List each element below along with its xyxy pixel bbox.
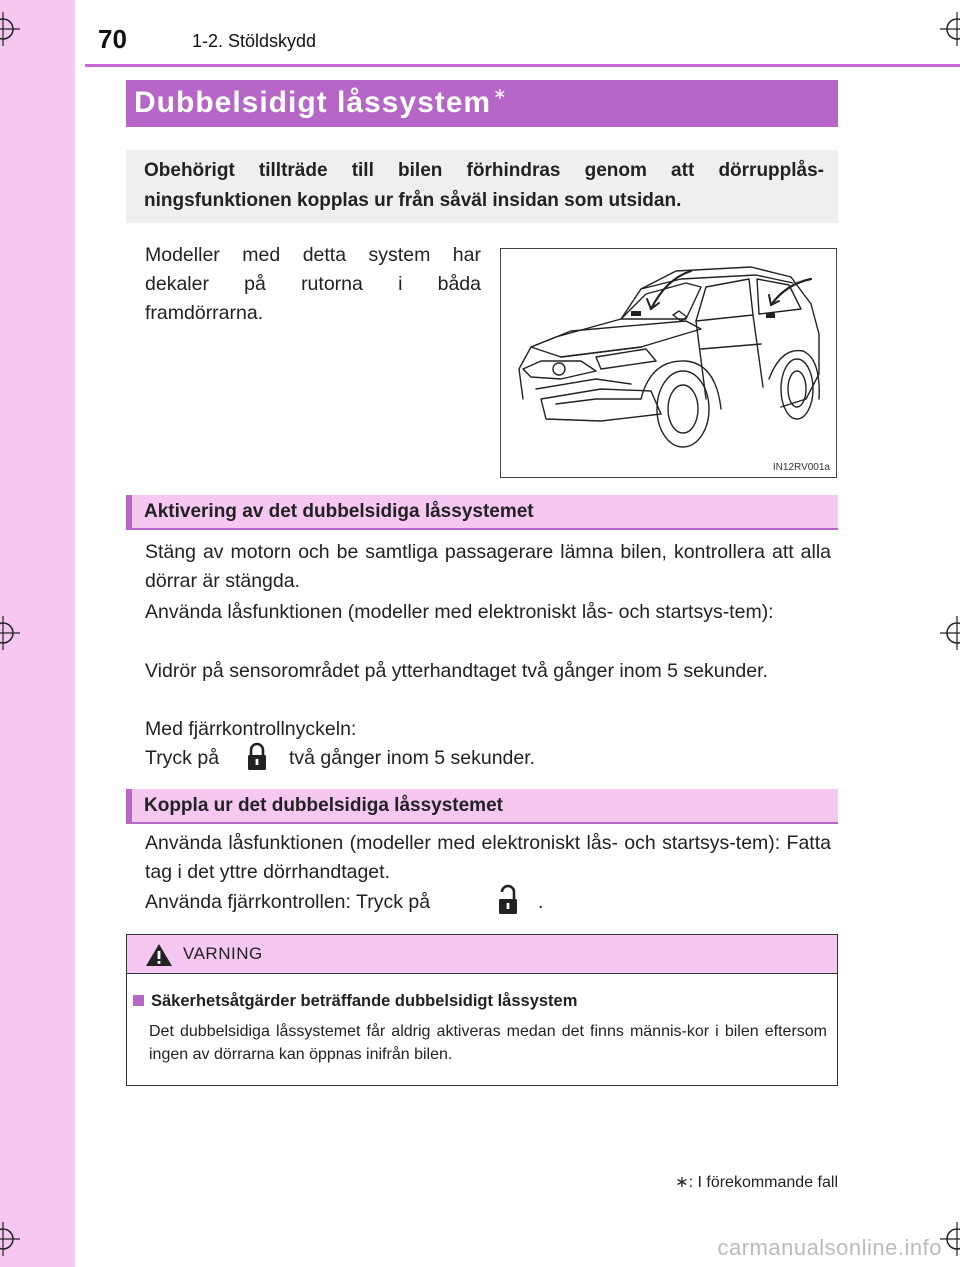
warning-header — [127, 935, 837, 974]
deactivate-line-1: Använda låsfunktionen (modeller med elektroniskt lås- och startsys-tem): Fatta tag i det yttre dörrhandtaget. — [145, 832, 831, 883]
page-number: 70 — [98, 24, 127, 54]
section-title-text: Dubbelsidigt låssystem — [134, 86, 492, 119]
header-rule — [85, 64, 960, 67]
section-heading-activate — [126, 495, 838, 528]
section-title — [134, 86, 508, 120]
warning-box — [126, 934, 838, 1086]
warning-heading-text: Säkerhetsåtgärder beträffande dubbelsidigt låssystem — [151, 992, 578, 1010]
car-drawing — [501, 249, 836, 477]
warning-body: Det dubbelsidiga låssystemet får aldrig aktiveras medan det finns männis-kor i bilen eftersom ingen av dörrarna kan öppnas inifrån bilen. — [149, 1023, 827, 1063]
car-illustration — [500, 248, 837, 478]
deactivate-press-after: . — [538, 891, 544, 913]
footnote: ∗: I förekommande fall — [675, 1174, 838, 1191]
activate-step-1: Stäng av motorn och be samtliga passagerare lämna bilen, kontrollera att alla dörrar är stängda. — [145, 541, 831, 592]
chapter-title: 1-2. Stöldskydd — [192, 31, 317, 51]
section-heading-text: Koppla ur det dubbelsidiga låssystemet — [144, 795, 503, 816]
registration-mark-icon — [0, 12, 20, 46]
warning-heading — [131, 992, 577, 1011]
activate-press-after: två gånger inom 5 sekunder. — [289, 747, 536, 769]
unlock-icon — [494, 884, 522, 918]
section-title-bar — [126, 80, 838, 127]
watermark: carmanualsonline.info — [717, 1235, 942, 1260]
section-heading-deactivate — [126, 789, 838, 822]
bullet-square-icon — [133, 995, 144, 1006]
registration-mark-icon — [940, 1222, 960, 1256]
registration-mark-icon — [940, 616, 960, 650]
warning-icon — [145, 943, 173, 967]
registration-mark-icon — [940, 12, 960, 46]
deactivate-press-label: Använda fjärrkontrollen: Tryck på — [145, 891, 431, 913]
footnote-marker: ∗ — [493, 86, 508, 103]
registration-mark-icon — [0, 616, 20, 650]
registration-mark-icon — [0, 1222, 20, 1256]
warning-label: VARNING — [183, 944, 263, 963]
activate-step-2-line-1: Använda låsfunktionen (modeller med elektroniskt lås- och startsys-tem): — [145, 601, 774, 623]
figure-code: IN12RV001a — [772, 462, 830, 473]
intro-box — [126, 150, 838, 223]
section-heading-text: Aktivering av det dubbelsidiga låssystemet — [144, 501, 534, 522]
activate-step-2-line-2: Vidrör på sensorområdet på ytterhandtaget två gånger inom 5 sekunder. — [145, 660, 768, 682]
figure-caption: Modeller med detta system har dekaler på rutorna i båda framdörrarna. — [145, 244, 481, 324]
intro-text: Obehörigt tillträde till bilen förhindras genom att dörrupplås-ningsfunktionen kopplas ur från såväl insidan som utsidan. — [144, 160, 824, 211]
lock-icon — [243, 740, 271, 774]
activate-press-label: Tryck på — [145, 747, 220, 769]
activate-step-2-line-3: Med fjärrkontrollnyckeln: — [145, 718, 357, 740]
